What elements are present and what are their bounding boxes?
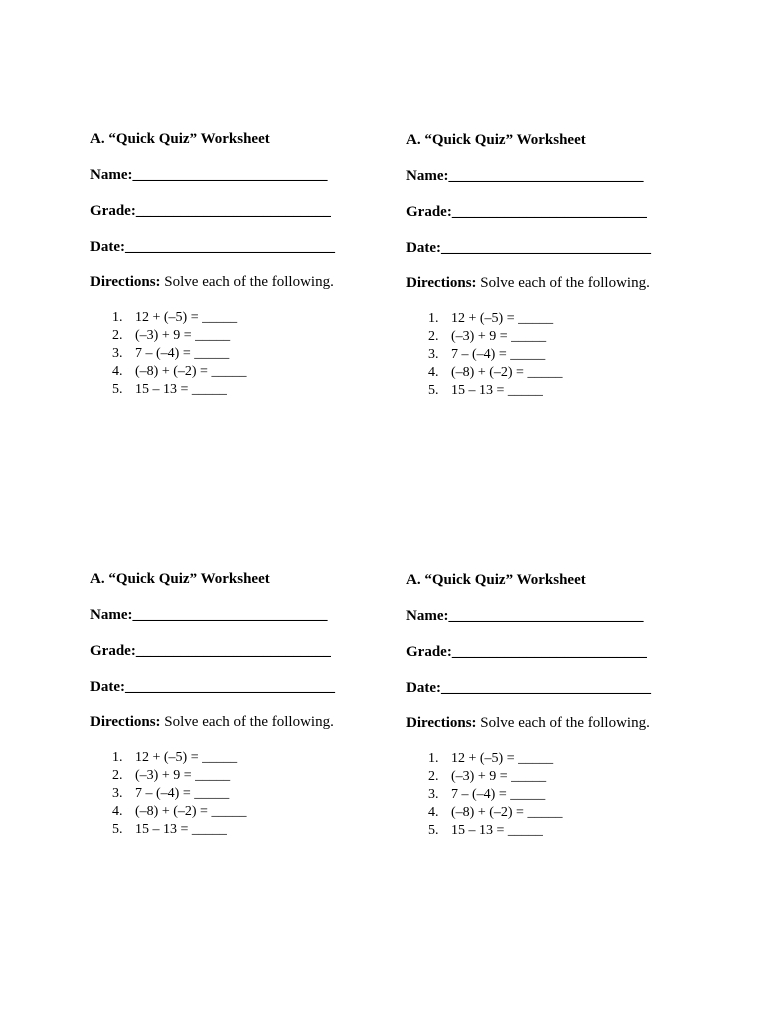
problem-number: 1. xyxy=(112,750,123,765)
problem-text: 15 – 13 = _____ xyxy=(451,383,543,398)
name-field: Name:__________________________ xyxy=(90,167,328,183)
problem-text: 12 + (–5) = _____ xyxy=(451,751,554,766)
problem-item xyxy=(406,364,562,382)
directions-label: Directions: xyxy=(90,274,161,290)
problem-text: 7 – (–4) = _____ xyxy=(451,347,546,362)
problem-number: 1. xyxy=(428,751,439,766)
directions-label: Directions: xyxy=(406,275,477,291)
name-field: Name:__________________________ xyxy=(90,607,328,623)
quiz-title: A. “Quick Quiz” Worksheet xyxy=(90,571,270,587)
problem-text: (–8) + (–2) = _____ xyxy=(135,804,247,819)
problem-item xyxy=(90,803,246,821)
problem-item xyxy=(90,345,246,363)
problem-item xyxy=(406,382,562,400)
problem-number: 5. xyxy=(112,382,123,397)
problem-item xyxy=(406,822,562,840)
problem-item xyxy=(90,327,246,345)
directions-label: Directions: xyxy=(406,715,477,731)
problem-text: 15 – 13 = _____ xyxy=(135,382,227,397)
problem-item xyxy=(90,785,246,803)
quiz-title: A. “Quick Quiz” Worksheet xyxy=(406,132,586,148)
problem-number: 2. xyxy=(428,769,439,784)
problem-text: (–8) + (–2) = _____ xyxy=(451,805,563,820)
problem-text: 15 – 13 = _____ xyxy=(451,823,543,838)
problem-text: 12 + (–5) = _____ xyxy=(451,311,554,326)
problem-list xyxy=(406,310,562,400)
problem-item xyxy=(90,309,246,327)
problem-list xyxy=(406,750,562,840)
problem-text: 7 – (–4) = _____ xyxy=(135,786,230,801)
problem-text: (–3) + 9 = _____ xyxy=(135,328,231,343)
directions-text: Solve each of the following. xyxy=(476,715,650,731)
directions-text: Solve each of the following. xyxy=(160,714,334,730)
directions xyxy=(406,714,650,732)
problem-text: 15 – 13 = _____ xyxy=(135,822,227,837)
problem-item xyxy=(406,786,562,804)
problem-number: 3. xyxy=(112,346,123,361)
directions xyxy=(90,273,334,291)
grade-field: Grade:__________________________ xyxy=(90,203,331,219)
problem-number: 3. xyxy=(428,347,439,362)
problem-number: 4. xyxy=(112,804,123,819)
problem-text: (–8) + (–2) = _____ xyxy=(451,365,563,380)
date-field: Date:____________________________ xyxy=(406,240,651,256)
problem-number: 1. xyxy=(428,311,439,326)
problem-item xyxy=(406,804,562,822)
date-field: Date:____________________________ xyxy=(90,239,335,255)
problem-number: 1. xyxy=(112,310,123,325)
problem-text: (–3) + 9 = _____ xyxy=(135,768,231,783)
problem-text: (–8) + (–2) = _____ xyxy=(135,364,247,379)
directions xyxy=(406,274,650,292)
problem-number: 4. xyxy=(112,364,123,379)
problem-item xyxy=(406,310,562,328)
problem-number: 5. xyxy=(112,822,123,837)
name-field: Name:__________________________ xyxy=(406,608,644,624)
problem-text: 12 + (–5) = _____ xyxy=(135,750,238,765)
quiz-title: A. “Quick Quiz” Worksheet xyxy=(90,131,270,147)
problem-number: 4. xyxy=(428,365,439,380)
problem-item xyxy=(406,328,562,346)
problem-item xyxy=(90,381,246,399)
date-field: Date:____________________________ xyxy=(406,680,651,696)
problem-text: (–3) + 9 = _____ xyxy=(451,329,547,344)
problem-item xyxy=(90,749,246,767)
problem-number: 3. xyxy=(112,786,123,801)
date-field: Date:____________________________ xyxy=(90,679,335,695)
problem-text: 7 – (–4) = _____ xyxy=(135,346,230,361)
problem-number: 2. xyxy=(428,329,439,344)
directions-label: Directions: xyxy=(90,714,161,730)
directions-text: Solve each of the following. xyxy=(476,275,650,291)
problem-text: 7 – (–4) = _____ xyxy=(451,787,546,802)
problem-list xyxy=(90,749,246,839)
problem-item xyxy=(90,363,246,381)
problem-number: 4. xyxy=(428,805,439,820)
grade-field: Grade:__________________________ xyxy=(406,204,647,220)
problem-number: 5. xyxy=(428,823,439,838)
grade-field: Grade:__________________________ xyxy=(406,644,647,660)
name-field: Name:__________________________ xyxy=(406,168,644,184)
problem-item xyxy=(406,768,562,786)
problem-text: 12 + (–5) = _____ xyxy=(135,310,238,325)
problem-list xyxy=(90,309,246,399)
problem-item xyxy=(406,346,562,364)
problem-item xyxy=(90,821,246,839)
directions xyxy=(90,713,334,731)
problem-number: 2. xyxy=(112,768,123,783)
problem-number: 5. xyxy=(428,383,439,398)
problem-item xyxy=(90,767,246,785)
problem-item xyxy=(406,750,562,768)
grade-field: Grade:__________________________ xyxy=(90,643,331,659)
problem-number: 2. xyxy=(112,328,123,343)
directions-text: Solve each of the following. xyxy=(160,274,334,290)
problem-number: 3. xyxy=(428,787,439,802)
quiz-title: A. “Quick Quiz” Worksheet xyxy=(406,572,586,588)
problem-text: (–3) + 9 = _____ xyxy=(451,769,547,784)
